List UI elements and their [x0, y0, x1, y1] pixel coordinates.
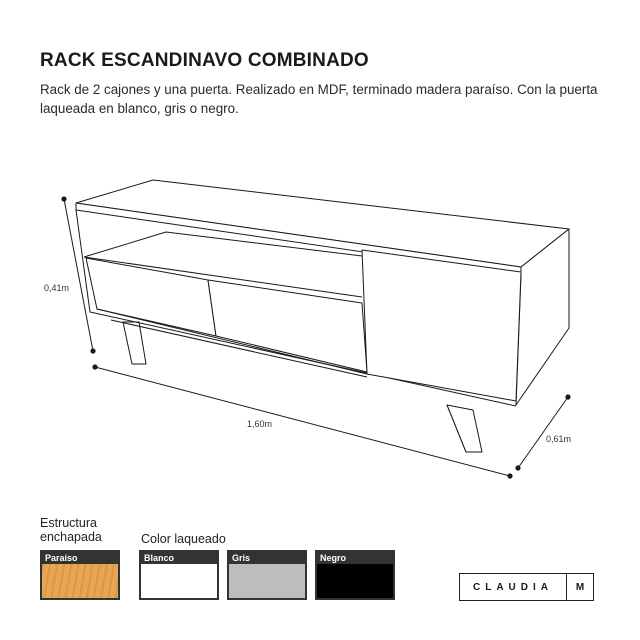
product-description: Rack de 2 cajones y una puerta. Realizado en MDF, terminado madera paraíso. Con la puerta laqueada en blanco, gris o negro.	[40, 82, 598, 116]
swatch-gris-label: Gris	[229, 552, 305, 564]
depth-dimension: 0,61m	[546, 434, 572, 444]
brand-logo	[459, 573, 594, 601]
swatch-negro	[315, 550, 395, 600]
depth-dimension-line	[518, 397, 568, 468]
swatch-paraiso-fill	[42, 564, 118, 598]
height-dimension-line	[64, 199, 93, 351]
lacquer-color-label: Color laqueado	[141, 532, 226, 546]
swatch-blanco-label: Blanco	[141, 552, 217, 564]
brand-name: CLAUDIA	[473, 581, 553, 593]
swatch-blanco	[139, 550, 219, 600]
rack-top	[76, 180, 569, 267]
swatch-negro-fill	[317, 564, 393, 598]
swatch-paraiso-label: Paraíso	[42, 552, 118, 564]
brand-mark: M	[566, 574, 593, 600]
swatch-paraiso	[40, 550, 120, 600]
swatch-gris-fill	[229, 564, 305, 598]
swatch-negro-label: Negro	[317, 552, 393, 564]
back-left-leg	[123, 322, 146, 364]
structure-finish-label: Estructura enchapada	[40, 516, 102, 544]
page-title: RACK ESCANDINAVO COMBINADO	[40, 50, 369, 71]
lacquered-door	[362, 250, 521, 401]
swatch-gris	[227, 550, 307, 600]
width-dimension: 1,60m	[247, 419, 273, 429]
height-dimension: 0,41m	[44, 283, 70, 293]
drawer-left	[86, 258, 216, 336]
front-right-leg	[447, 405, 482, 452]
swatch-blanco-fill	[141, 564, 217, 598]
